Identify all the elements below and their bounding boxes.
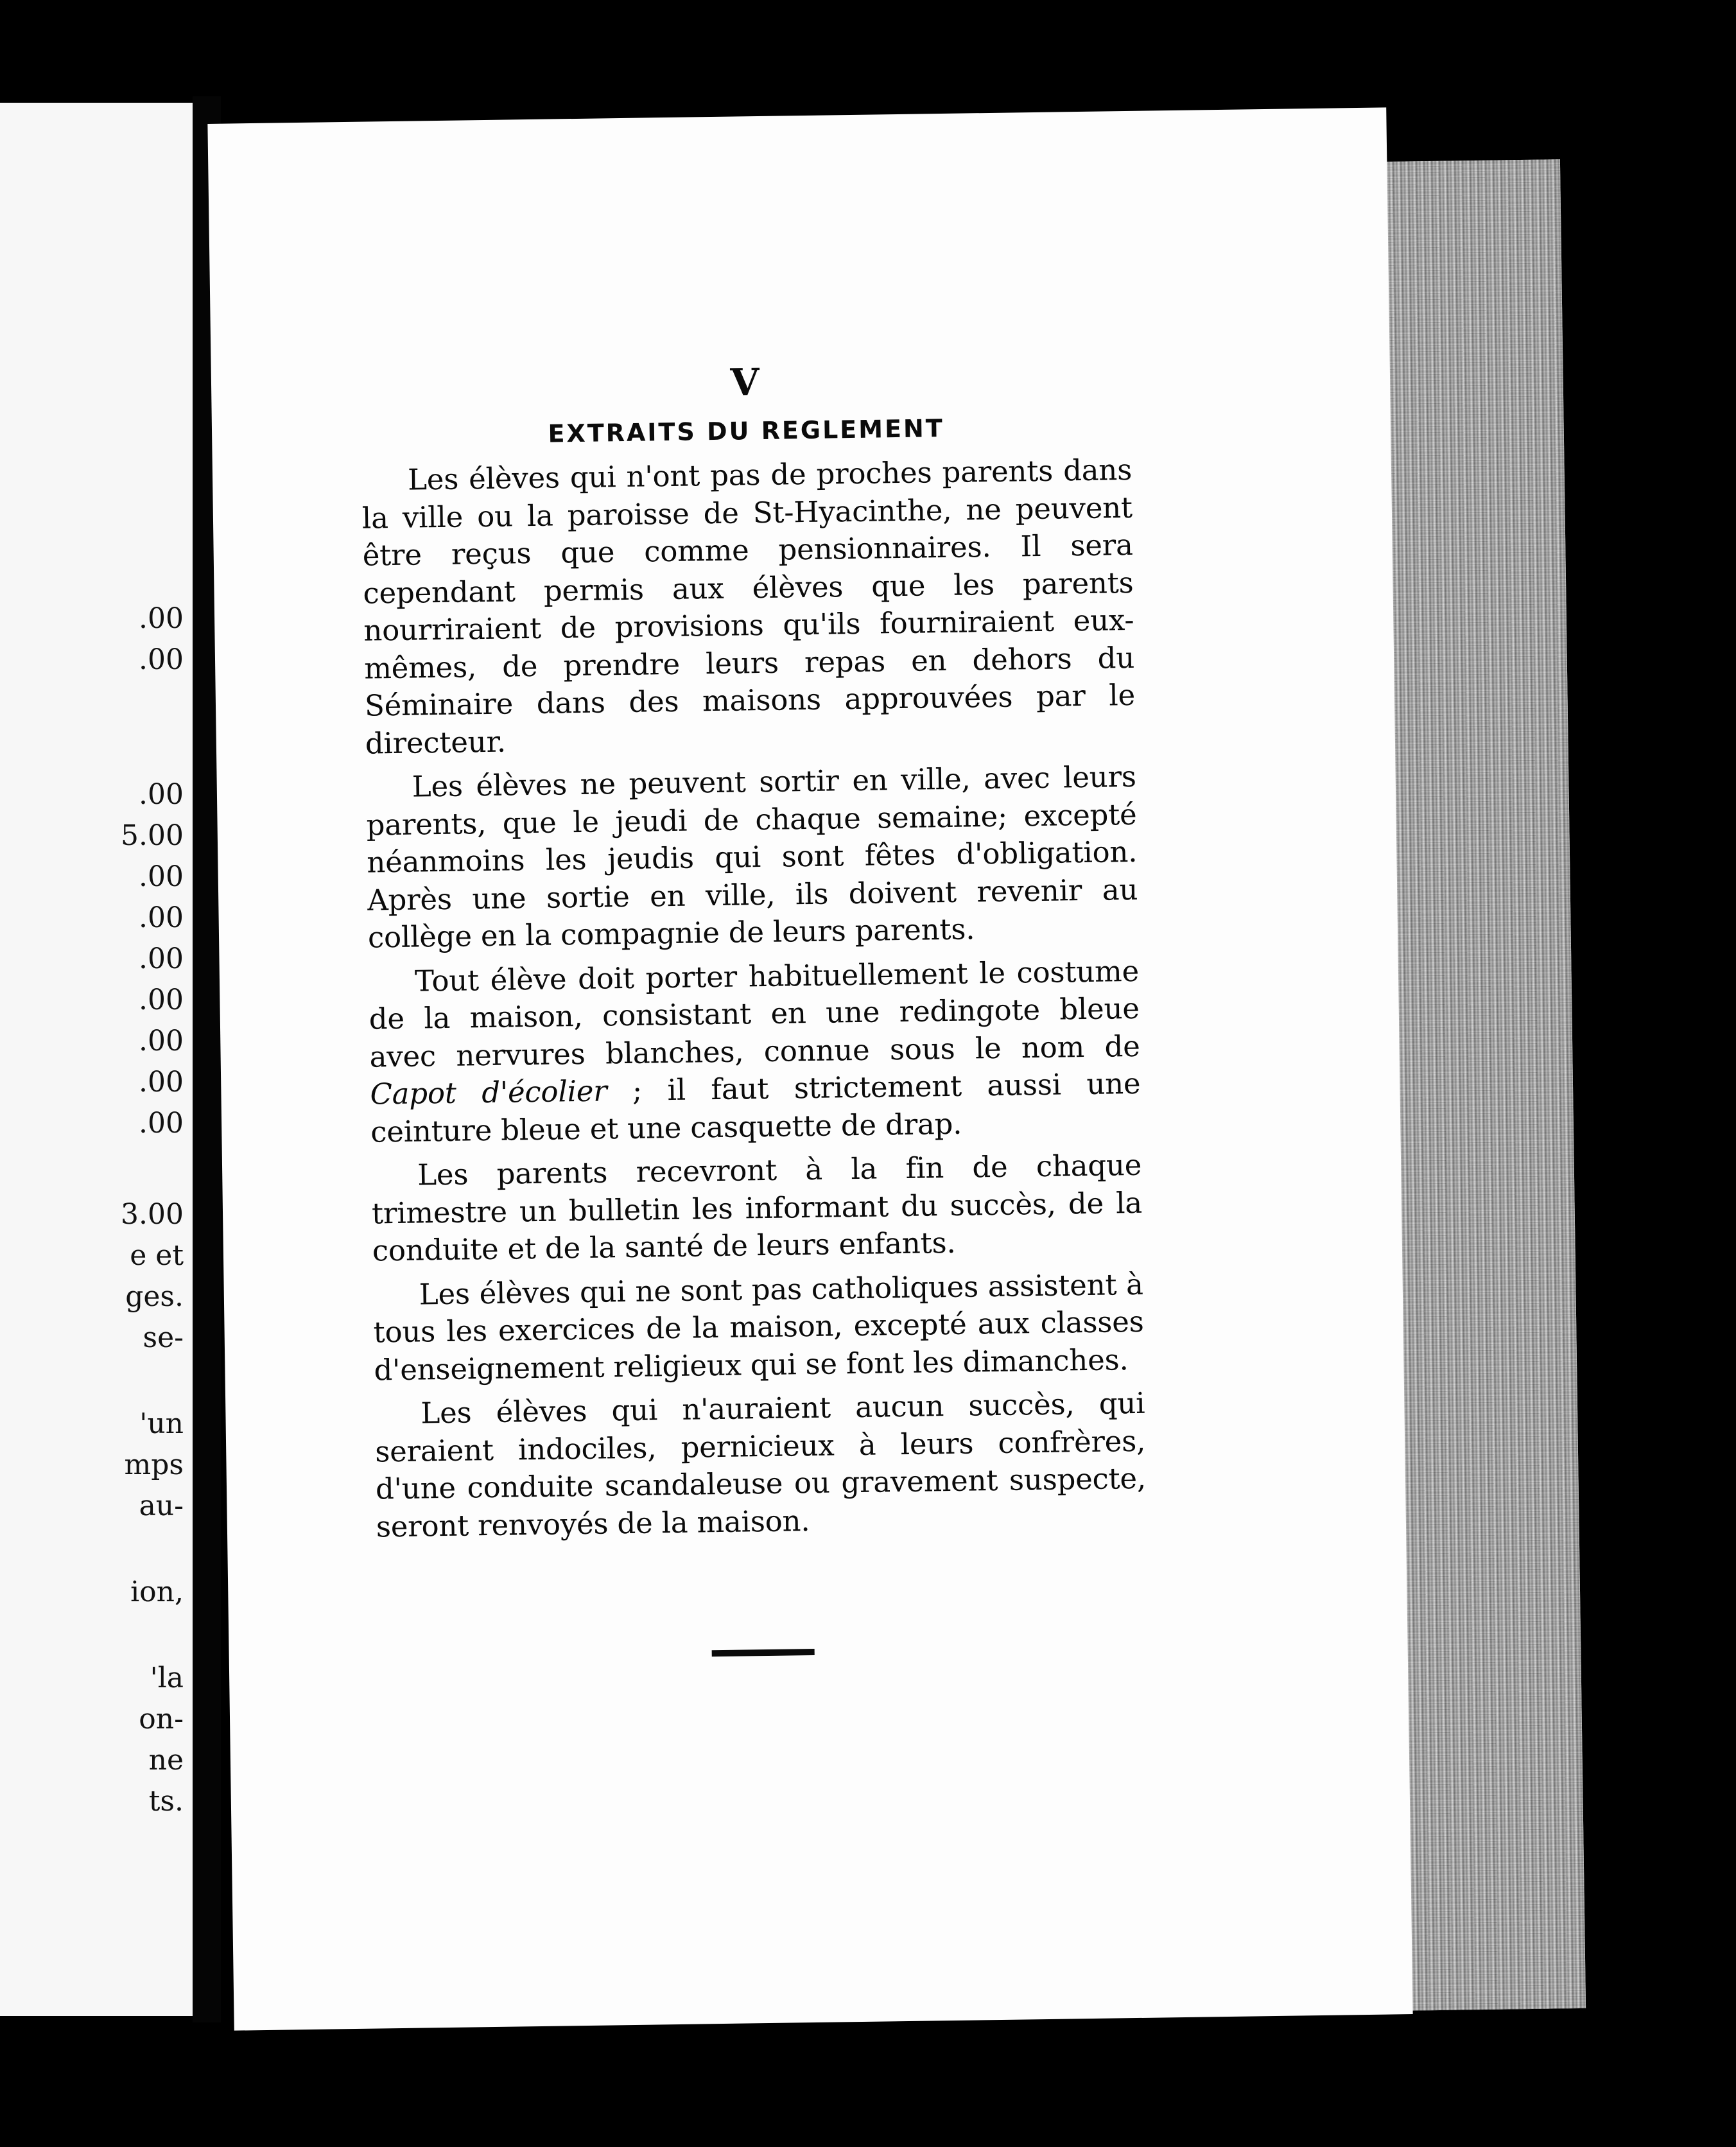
paragraph-text: Les élèves qui n'ont pas de proches parents dans la ville ou la paroisse de St-Hyacinthe, ne peuvent être reçus que comme pensionnaires. Il sera cependant permis aux élèves que les parents nourriraient de provisions qu'ils fourniraient eux-mêmes, de prendre leurs repas en dehors du Séminaire dans des maisons approuvées par le directeur.	[361, 452, 1136, 761]
left-page-fragment: .00	[139, 602, 184, 635]
paragraph	[372, 1265, 1144, 1389]
section-number: V	[730, 360, 761, 404]
left-page-fragment: 'la	[150, 1662, 184, 1694]
left-page-fragment: .00	[139, 984, 184, 1016]
paragraph-text: ; il faut strictement aussi une ceinture bleue et une casquette de drap.	[370, 1066, 1141, 1149]
left-page-fragment: 3.00	[121, 1198, 184, 1231]
paragraph-text: Les parents recevront à la fin de chaque trimestre un bulletin les informant du succès, de la conduite et de la santé de leurs enfants.	[371, 1147, 1143, 1268]
left-page-fragment: e et	[130, 1239, 184, 1272]
page-content	[360, 355, 1149, 1662]
paragraph-text: Les élèves qui n'auraient aucun succès, qui seraient indociles, pernicieux à leurs confrères, d'une conduite scandaleuse ou gravement suspecte, seront renvoyés de la maison.	[374, 1386, 1147, 1544]
paragraph	[369, 952, 1141, 1151]
left-page-fragment: .00	[139, 778, 184, 811]
italic-term: Capot d'écolier	[370, 1074, 607, 1111]
left-page-fragment: ion,	[130, 1576, 184, 1608]
left-page-fragment: .00	[139, 943, 184, 975]
left-page-fragment: au-	[139, 1490, 184, 1522]
left-page-fragment: 5.00	[121, 819, 184, 852]
paragraph	[361, 451, 1136, 763]
paragraph-text: Les élèves ne peuvent sortir en ville, avec leurs parents, que le jeudi de chaque semaine; excepté néanmoins les jeudis qui sont fêtes d'obligation. Après une sortie en ville, ils doivent revenir au collège en la compagnie de leurs parents.	[366, 759, 1138, 955]
paragraph-text: Tout élève doit porter habituellement le costume de la maison, consistant en une redingote bleue avec nervures blanches, connue sous le nom de	[369, 953, 1140, 1074]
left-page-fragment: .00	[139, 860, 184, 893]
left-page-fragment: ges.	[125, 1280, 184, 1313]
left-page-fragment: 'un	[139, 1407, 184, 1440]
left-page-fragment: .00	[139, 1025, 184, 1057]
left-facing-page	[0, 103, 193, 2016]
paragraph	[365, 758, 1138, 957]
left-page-fragment: .00	[139, 901, 184, 934]
section-title: EXTRAITS DU REGLEMENT	[548, 413, 945, 448]
paragraph	[374, 1385, 1147, 1546]
left-page-fragment: se-	[143, 1321, 184, 1354]
main-page	[207, 107, 1412, 2030]
left-page-fragment: .00	[139, 1107, 184, 1140]
body-text	[361, 451, 1147, 1546]
left-page-fragment: .00	[139, 643, 184, 676]
paragraph-text: Les élèves qui ne sont pas catholiques assistent à tous les exercices de la maison, excepté aux classes d'enseignement religieux qui se font les dimanches.	[373, 1267, 1144, 1387]
left-page-fragment: ne	[148, 1744, 184, 1777]
left-page-fragment: .00	[139, 1066, 184, 1099]
end-rule	[712, 1649, 815, 1656]
paragraph	[371, 1147, 1143, 1270]
left-page-fragment: ts.	[148, 1785, 184, 1818]
left-page-fragment: on-	[139, 1703, 184, 1735]
left-page-fragment: mps	[124, 1448, 184, 1481]
